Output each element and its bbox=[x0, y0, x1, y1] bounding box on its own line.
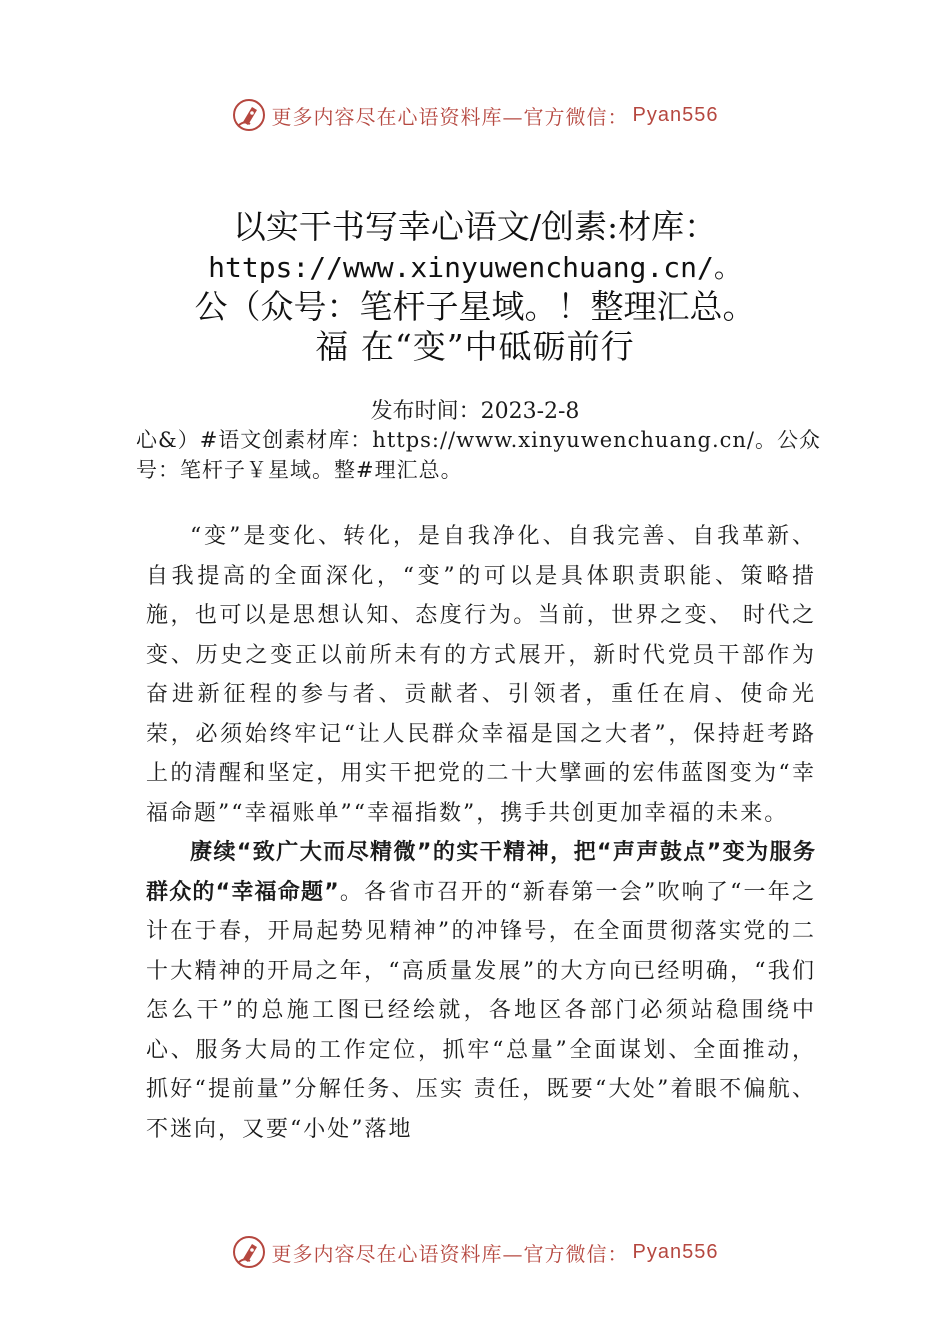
paragraph-2 bbox=[146, 833, 816, 1149]
paragraph-2-text: 。各省市召开的“新春第一会”吹响了“一年之计在于春，开局起势见精神”的冲锋号，在全面贯彻落实党的二十大精神的开局之年，“高质量发展”的大方向已经明确，“我们怎么干”的总施工图已经绘就，各地区各部门必须站稳围绕中心、服务大局的工作定位，抓牢“总量”全面谋划、全面推动，抓好“提前量”分解任务、压实 责任，既要“大处”着眼不偏航、不迷向，又要“小处”落地 bbox=[146, 879, 816, 1142]
source-meta-line: 心&）#语文创素材库：https://www.xinyuwenchuang.cn/。公众号：笔杆子￥星域。整#理汇总。 bbox=[136, 428, 821, 482]
header-watermark-banner bbox=[0, 95, 950, 135]
title-line-3: 公（众号：笔杆子星域。！整理汇总。 bbox=[194, 287, 756, 326]
publish-date-value: 2023-2-8 bbox=[480, 399, 580, 424]
banner-wechat-id: Pyan556 bbox=[632, 1240, 719, 1263]
publish-date bbox=[0, 394, 950, 425]
banner-text: 更多内容尽在心语资料库—官方微信： bbox=[271, 1241, 629, 1266]
paragraph-1: “变”是变化、转化，是自我净化、自我完善、自我革新、自我提高的全面深化，“变”的可以是具体职责职能、策略措施，也可以是思想认知、态度行为。当前，世界之变、 时代之变、历史之变正以前所未有的方式展开，新时代党员干部作为奋进新征程的参与者、贡献者、引领者，重任在肩、使命光荣，必须始终牢记“让人民群众幸福是国之大者”，保持赶考路上的清醒和坚定，用实干把党的二十大擘画的宏伟蓝图变为“幸福命题”“幸福账单”“幸福指数”，携手共创更加幸福的未来。 bbox=[146, 524, 816, 826]
publish-label: 发布时间： bbox=[370, 399, 481, 424]
banner-wechat-id: Pyan556 bbox=[632, 103, 719, 126]
paragraph-2-lead: 赓续“致广大而尽精微”的实干精神，把“声声鼓点”变为服务群众的“幸福命题” bbox=[146, 840, 816, 905]
title-line-4: 福 在“变”中砥砺前行 bbox=[315, 327, 635, 366]
banner-text: 更多内容尽在心语资料库—官方微信： bbox=[271, 104, 629, 129]
title-line-2-url: https://www.xinyuwenchuang.cn/。 bbox=[208, 251, 742, 284]
title-line-1: 以实干书写幸心语文/创素:材库： bbox=[232, 207, 718, 246]
footer-watermark-banner bbox=[0, 1232, 950, 1272]
pen-nib-icon bbox=[232, 1235, 266, 1269]
pen-nib-icon bbox=[232, 98, 266, 132]
article-body bbox=[146, 517, 816, 1149]
